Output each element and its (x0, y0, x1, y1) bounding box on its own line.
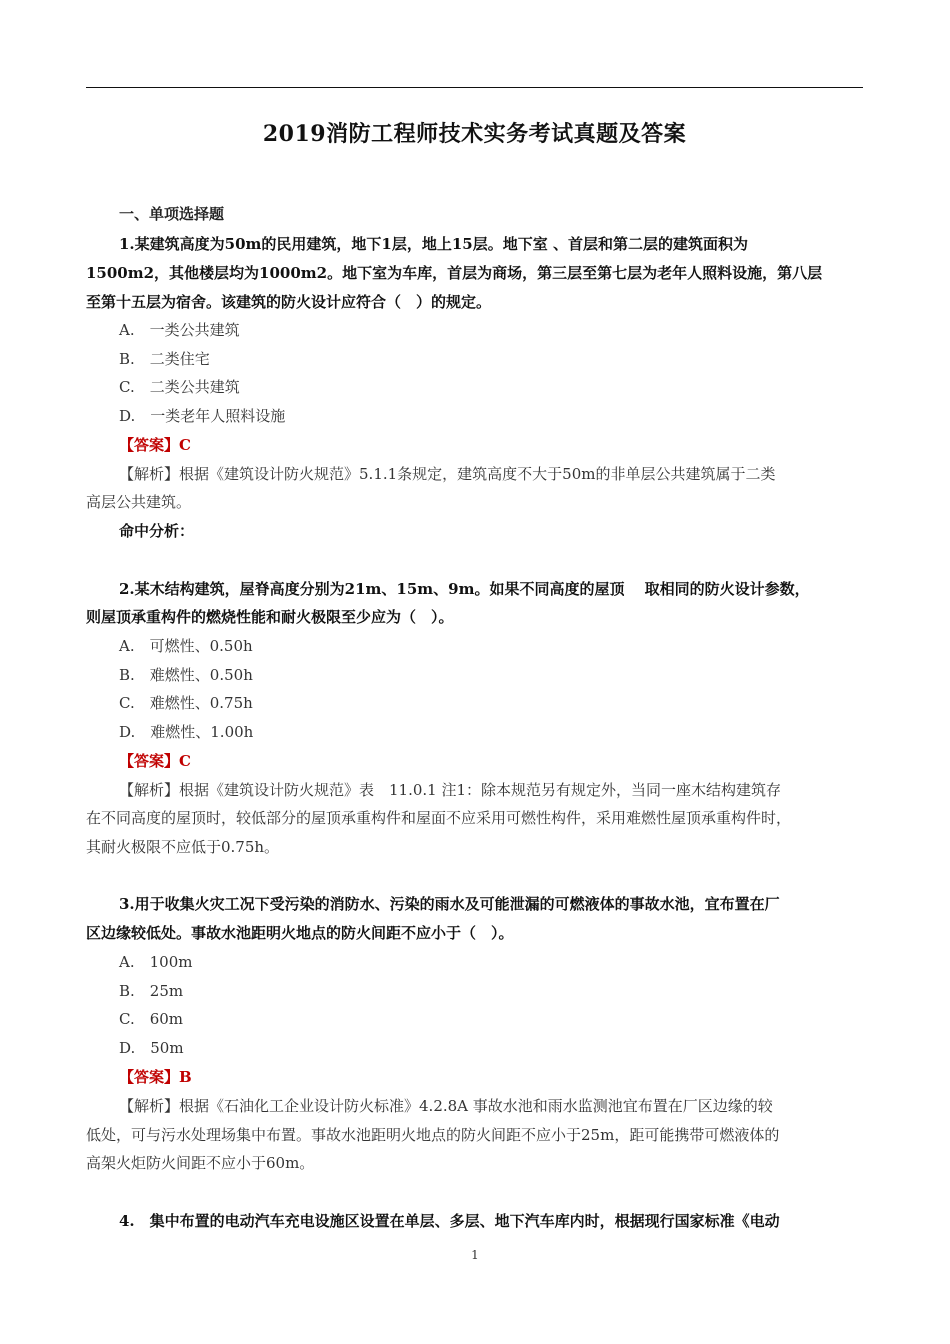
explanation-line: 高架火炬防火间距不应小于60m。 (86, 1154, 315, 1172)
answer-label: 【答案】C (119, 752, 191, 770)
explanation-line: 高层公共建筑。 (86, 493, 192, 511)
explanation-line: 【解析】根据《建筑设计防火规范》5.1.1条规定，建筑高度不大于50m的非单层公共建筑属于二类 (119, 465, 776, 483)
question-stem-line: 2.某木结构建筑，屋脊高度分别为21m、15m、9m。如果不同高度的屋顶 取相同的防火设计参数， (119, 580, 810, 598)
header-rule (86, 87, 863, 88)
option-c: C. 难燃性、0.75h (119, 694, 253, 712)
question-stem-line: 则屋顶承重构件的燃烧性能和耐火极限至少应为（ ）。 (86, 608, 454, 626)
option-b: B. 二类住宅 (119, 350, 210, 368)
option-d: D. 50m (119, 1039, 184, 1057)
option-d: D. 难燃性、1.00h (119, 723, 254, 741)
option-d: D. 一类老年人照料设施 (119, 407, 286, 425)
answer-label: 【答案】B (119, 1068, 192, 1086)
page-title: 2019消防工程师技术实务考试真题及答案 (262, 121, 687, 147)
section-heading: 一、单项选择题 (119, 205, 225, 223)
hit-analysis-label: 命中分析： (119, 522, 195, 540)
option-a: A. 100m (119, 953, 193, 971)
explanation-line: 在不同高度的屋顶时，较低部分的屋顶承重构件和屋面不应采用可燃性构件，采用难燃性屋顶承重构件时， (86, 809, 792, 827)
option-b: B. 难燃性、0.50h (119, 666, 253, 684)
question-stem-line: 1500m2，其他楼层均为1000m2。地下室为车库，首层为商场，第三层至第七层为老年人照料设施，第八层 (86, 264, 823, 282)
question-stem-line: 4. 集中布置的电动汽车充电设施区设置在单层、多层、地下汽车库内时，根据现行国家标准《电动 (119, 1212, 780, 1230)
question-stem-line: 至第十五层为宿舍。该建筑的防火设计应符合（ ）的规定。 (86, 293, 492, 311)
option-a: A. 一类公共建筑 (119, 321, 240, 339)
option-c: C. 60m (119, 1010, 184, 1028)
explanation-line: 其耐火极限不应低于0.75h。 (86, 838, 280, 856)
option-c: C. 二类公共建筑 (119, 378, 240, 396)
answer-label: 【答案】C (119, 436, 191, 454)
option-b: B. 25m (119, 982, 184, 1000)
question-stem-line: 1.某建筑高度为50m的民用建筑，地下1层，地上15层。地下室 、首层和第二层的建筑面积为 (119, 235, 748, 253)
question-stem-line: 区边缘较低处。事故水池距明火地点的防火间距不应小于（ ）。 (86, 924, 514, 942)
explanation-line: 【解析】根据《建筑设计防火规范》表 11.0.1 注1：除本规范另有规定外，当同一座木结构建筑存 (119, 781, 782, 799)
option-a: A. 可燃性、0.50h (119, 637, 253, 655)
page-number: 1 (471, 1248, 479, 1262)
question-stem-line: 3.用于收集火灾工况下受污染的消防水、污染的雨水及可能泄漏的可燃液体的事故水池，宜布置在厂 (119, 895, 780, 913)
explanation-line: 【解析】根据《石油化工企业设计防火标准》4.2.8A 事故水池和雨水监测池宜布置在厂区边缘的较 (119, 1097, 773, 1115)
explanation-line: 低处，可与污水处理场集中布置。事故水池距明火地点的防火间距不应小于25m，距可能携带可燃液体的 (86, 1126, 780, 1144)
